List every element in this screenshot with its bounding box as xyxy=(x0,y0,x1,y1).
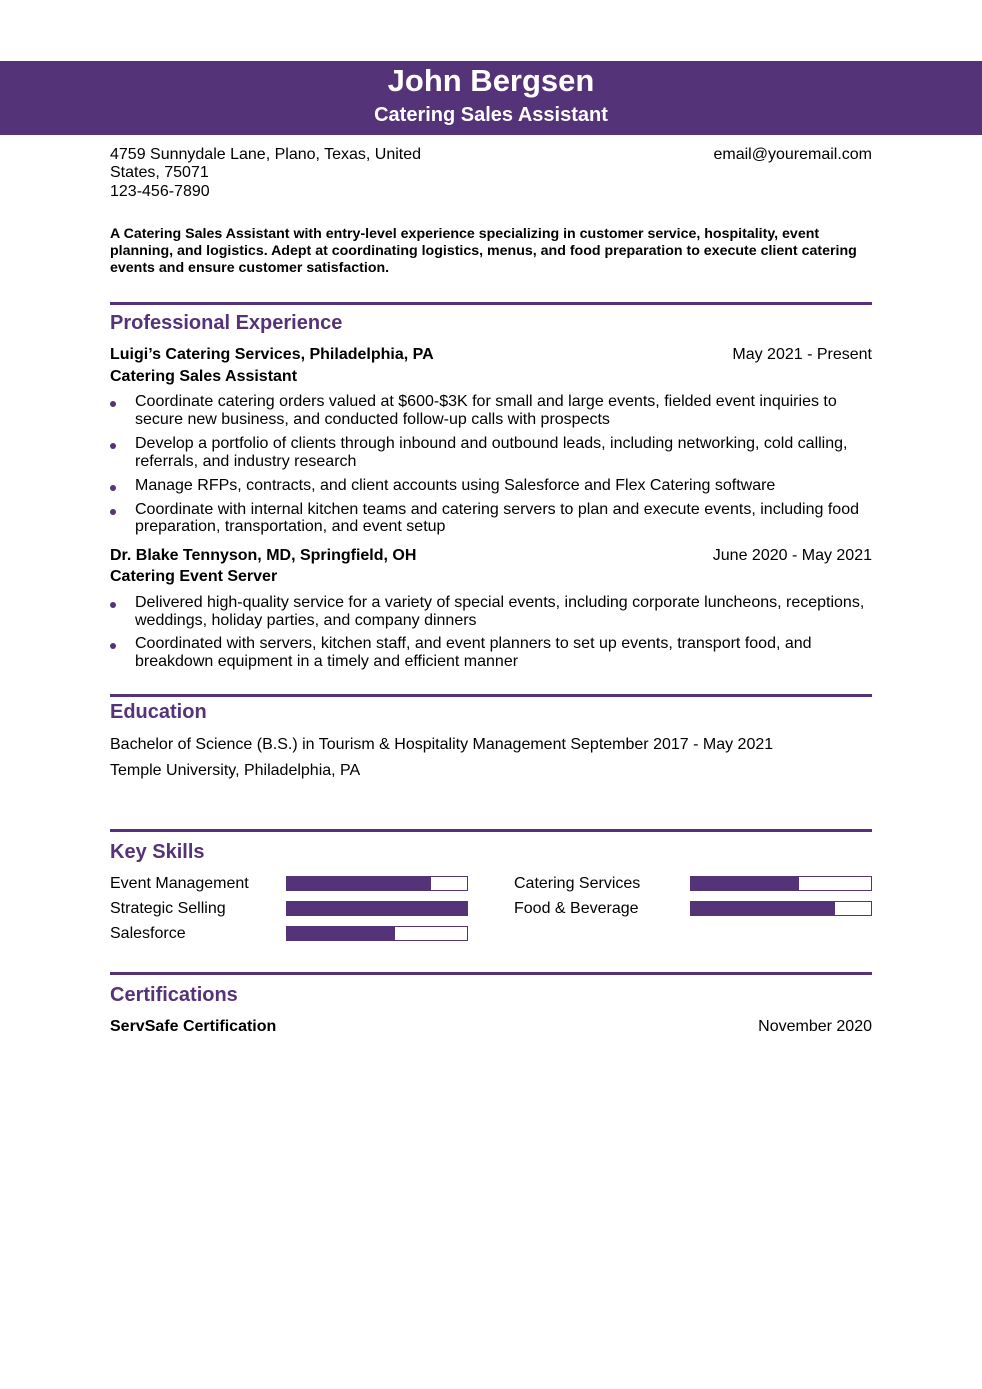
skill-name: Salesforce xyxy=(110,925,186,942)
contact-phone: 123-456-7890 xyxy=(110,183,210,200)
skills-heading: Key Skills xyxy=(110,841,205,863)
bullet-icon xyxy=(110,485,116,491)
contact-address: 4759 Sunnydale Lane, Plano, Texas, United States, 75071 xyxy=(110,146,422,181)
skill-row xyxy=(110,899,468,918)
section-divider xyxy=(110,829,872,832)
section-divider xyxy=(110,694,872,697)
skill-level-bar xyxy=(690,876,872,891)
bullet-icon xyxy=(110,602,116,608)
skill-level-fill xyxy=(691,902,835,915)
skill-level-fill xyxy=(287,877,431,890)
skill-name: Strategic Selling xyxy=(110,900,226,917)
skill-level-bar xyxy=(286,901,468,916)
skill-row xyxy=(110,874,468,893)
bullet-icon xyxy=(110,401,116,407)
list-item: Coordinate with internal kitchen teams and catering servers to plan and execute events, including food preparation, transportation, and event setup xyxy=(110,501,872,536)
job-bullets xyxy=(110,594,872,670)
list-item: Coordinate catering orders valued at $600-$3K for small and large events, fielded event inquiries to secure new business, and conducted follow-up calls with prospects xyxy=(110,393,872,428)
job-role: Catering Event Server xyxy=(110,568,278,585)
skill-row xyxy=(110,924,468,943)
skill-row xyxy=(514,899,872,918)
job-dates: May 2021 - Present xyxy=(732,346,872,363)
section-divider xyxy=(110,972,872,975)
skill-level-bar xyxy=(690,901,872,916)
bullet-icon xyxy=(110,509,116,515)
skill-level-fill xyxy=(691,877,799,890)
education-heading: Education xyxy=(110,701,207,723)
job-employer: Dr. Blake Tennyson, MD, Springfield, OH xyxy=(110,547,417,564)
skill-name: Food & Beverage xyxy=(514,900,639,917)
education-school: Temple University, Philadelphia, PA xyxy=(110,762,361,779)
skill-level-fill xyxy=(287,927,395,940)
contact-email: email@youremail.com xyxy=(713,146,872,163)
section-divider xyxy=(110,302,872,305)
skill-name: Catering Services xyxy=(514,875,641,892)
skill-level-fill xyxy=(287,902,467,915)
bullet-icon xyxy=(110,443,116,449)
job-bullets xyxy=(110,393,872,536)
experience-heading: Professional Experience xyxy=(110,312,343,334)
list-item: Coordinated with servers, kitchen staff, and event planners to set up events, transport food, and breakdown equipment in a timely and efficient manner xyxy=(110,635,872,670)
job-role: Catering Sales Assistant xyxy=(110,368,298,385)
list-item: Manage RFPs, contracts, and client accounts using Salesforce and Flex Catering software xyxy=(110,477,872,495)
skill-level-bar xyxy=(286,926,468,941)
certification-date: November 2020 xyxy=(758,1018,872,1035)
candidate-title: Catering Sales Assistant xyxy=(374,104,608,126)
skill-name: Event Management xyxy=(110,875,249,892)
certifications-heading: Certifications xyxy=(110,984,238,1006)
bullet-icon xyxy=(110,643,116,649)
summary: A Catering Sales Assistant with entry-level experience specializing in customer service, hospitality, event planning, and logistics. Adept at coordinating logistics, menus, and food preparation to execute client catering events and ensure customer satisfaction. xyxy=(110,226,857,276)
list-item: Develop a portfolio of clients through inbound and outbound leads, including networking, cold calling, referrals, and industry research xyxy=(110,435,872,470)
candidate-name: John Bergsen xyxy=(387,63,595,98)
education-degree: Bachelor of Science (B.S.) in Tourism & Hospitality Management September 2017 - May 2021 xyxy=(110,736,774,753)
header-band xyxy=(0,61,982,135)
job-dates: June 2020 - May 2021 xyxy=(712,547,872,564)
list-item: Delivered high-quality service for a variety of special events, including corporate luncheons, receptions, weddings, holiday parties, and company dinners xyxy=(110,594,872,629)
skill-level-bar xyxy=(286,876,468,891)
skill-row xyxy=(514,874,872,893)
certification-name: ServSafe Certification xyxy=(110,1018,277,1035)
job-employer: Luigi’s Catering Services, Philadelphia, PA xyxy=(110,346,434,363)
